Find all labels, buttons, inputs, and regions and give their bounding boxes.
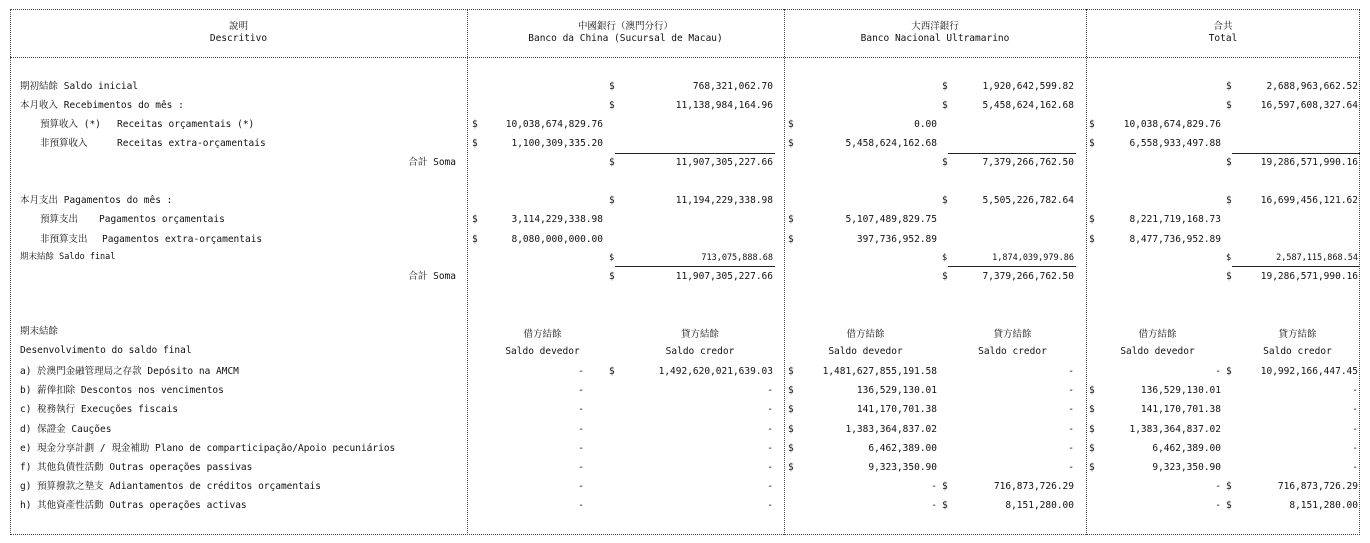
development-value-cell: - <box>1215 481 1221 492</box>
header-bnu-pt: Banco Nacional Ultramarino <box>860 33 1010 44</box>
development-value-cell: 716,873,726.29 <box>993 481 1074 492</box>
debit-header-pt: Saldo devedor <box>1120 346 1195 357</box>
value-cell: 1,920,642,599.82 <box>982 81 1074 92</box>
development-value-cell: - <box>767 462 773 473</box>
currency-sign: $ <box>788 366 794 377</box>
row-label: 本月支出 Pagamentos do mês : <box>20 195 173 206</box>
development-value-cell: - <box>1352 385 1358 396</box>
sum-rule <box>1232 153 1360 154</box>
value-cell: 6,558,933,497.88 <box>1129 138 1221 149</box>
development-value-cell: 9,323,350.90 <box>868 462 937 473</box>
credit-header-zh: 貸方結餘 <box>1278 329 1317 340</box>
currency-sign: $ <box>1089 385 1095 396</box>
development-value-cell: 1,383,364,837.02 <box>845 424 937 435</box>
currency-sign: $ <box>609 157 615 168</box>
development-value-cell: - <box>1068 443 1074 454</box>
currency-sign: $ <box>609 195 615 206</box>
value-cell: 8,477,736,952.89 <box>1129 234 1221 245</box>
development-value-cell: - <box>1068 404 1074 415</box>
development-value-cell: 1,481,627,855,191.58 <box>822 366 937 377</box>
column-divider <box>784 9 785 535</box>
development-value-cell: 6,462,389.00 <box>868 443 937 454</box>
currency-sign: $ <box>472 119 478 130</box>
soma-label: 合計 Soma <box>408 271 456 282</box>
development-value-cell: 136,529,130.01 <box>856 385 937 396</box>
development-item-label: g) 預算撥款之墊支 Adiantamentos de créditos orçamentais <box>20 481 321 492</box>
development-title-pt: Desenvolvimento do saldo final <box>20 345 192 356</box>
development-value-cell: - <box>1068 366 1074 377</box>
currency-sign: $ <box>609 366 615 377</box>
development-value-cell: 1,492,620,021,639.03 <box>658 366 773 377</box>
development-value-cell: - <box>1352 462 1358 473</box>
currency-sign: $ <box>788 404 794 415</box>
development-value-cell: 141,170,701.38 <box>1140 404 1221 415</box>
currency-sign: $ <box>609 253 615 263</box>
development-item-label: b) 薪俸扣除 Descontos nos vencimentos <box>20 385 224 396</box>
value-cell: 2,688,963,662.52 <box>1266 81 1358 92</box>
development-value-cell: - <box>931 481 937 492</box>
value-cell: 16,699,456,121.62 <box>1260 195 1358 206</box>
currency-sign: $ <box>1226 253 1232 263</box>
currency-sign: $ <box>1226 366 1232 377</box>
development-value-cell: - <box>578 500 584 511</box>
development-value-cell: - <box>767 443 773 454</box>
currency-sign: $ <box>1226 81 1232 92</box>
row-label: 期初結餘 Saldo inicial <box>20 81 139 92</box>
development-value-cell: - <box>767 385 773 396</box>
row-label: 期末結餘 Saldo final <box>20 252 116 262</box>
currency-sign: $ <box>788 234 794 245</box>
row-label: 本月收入 Recebimentos do mês : <box>20 100 184 111</box>
value-cell: 11,907,305,227.66 <box>675 157 773 168</box>
currency-sign: $ <box>788 462 794 473</box>
header-boc-zh: 中國銀行（澳門分行） <box>577 21 673 32</box>
currency-sign: $ <box>1226 195 1232 206</box>
credit-header-zh: 貸方結餘 <box>993 329 1032 340</box>
value-cell: 7,379,266,762.50 <box>982 271 1074 282</box>
currency-sign: $ <box>472 138 478 149</box>
currency-sign: $ <box>788 214 794 225</box>
development-value-cell: - <box>1352 404 1358 415</box>
value-cell: 2,587,115,868.54 <box>1276 253 1358 263</box>
currency-sign: $ <box>1089 119 1095 130</box>
currency-sign: $ <box>1089 424 1095 435</box>
development-value-cell: - <box>578 404 584 415</box>
debit-header-pt: Saldo devedor <box>828 346 903 357</box>
development-title-zh: 期末結餘 <box>20 326 59 337</box>
header-descritivo-zh: 說明 <box>228 21 248 32</box>
development-value-cell: - <box>767 404 773 415</box>
header-boc-pt: Banco da China (Sucursal de Macau) <box>528 33 723 44</box>
value-cell: 11,194,229,338.98 <box>675 195 773 206</box>
debit-header-zh: 借方結餘 <box>846 329 885 340</box>
value-cell: 3,114,229,338.98 <box>511 214 603 225</box>
row-label-pt: Receitas orçamentais (*) <box>117 119 255 130</box>
sum-rule <box>948 266 1076 267</box>
currency-sign: $ <box>788 424 794 435</box>
currency-sign: $ <box>1089 443 1095 454</box>
value-cell: 5,107,489,829.75 <box>845 214 937 225</box>
value-cell: 8,221,719,168.73 <box>1129 214 1221 225</box>
debit-header-pt: Saldo devedor <box>505 346 580 357</box>
development-value-cell: - <box>767 481 773 492</box>
development-item-label: d) 保證金 Cauções <box>20 424 112 435</box>
development-value-cell: 136,529,130.01 <box>1140 385 1221 396</box>
value-cell: 768,321,062.70 <box>692 81 773 92</box>
header-bnu-zh: 大西洋銀行 <box>911 21 959 32</box>
value-cell: 0.00 <box>914 119 937 130</box>
header-total-zh: 合共 <box>1213 21 1233 32</box>
development-value-cell: - <box>931 500 937 511</box>
development-value-cell: 8,151,280.00 <box>1005 500 1074 511</box>
value-cell: 5,505,226,782.64 <box>982 195 1074 206</box>
development-value-cell: 716,873,726.29 <box>1277 481 1358 492</box>
row-label-zh: 預算收入 (*) <box>40 119 101 130</box>
value-cell: 19,286,571,990.16 <box>1260 157 1358 168</box>
development-value-cell: - <box>578 366 584 377</box>
development-value-cell: - <box>578 385 584 396</box>
development-value-cell: 9,323,350.90 <box>1152 462 1221 473</box>
development-value-cell: - <box>578 443 584 454</box>
currency-sign: $ <box>788 443 794 454</box>
currency-sign: $ <box>942 271 948 282</box>
soma-label: 合計 Soma <box>408 157 456 168</box>
sum-rule <box>1232 266 1360 267</box>
currency-sign: $ <box>942 81 948 92</box>
column-divider <box>467 9 468 535</box>
value-cell: 1,874,039,979.86 <box>992 253 1074 263</box>
development-value-cell: 10,992,166,447.45 <box>1260 366 1358 377</box>
row-label-pt: Receitas extra-orçamentais <box>117 138 266 149</box>
currency-sign: $ <box>1089 234 1095 245</box>
development-value-cell: 8,151,280.00 <box>1289 500 1358 511</box>
currency-sign: $ <box>1226 481 1232 492</box>
sum-rule <box>948 153 1076 154</box>
currency-sign: $ <box>1226 500 1232 511</box>
header-total-pt: Total <box>1208 33 1238 44</box>
value-cell: 5,458,624,162.68 <box>982 100 1074 111</box>
currency-sign: $ <box>942 500 948 511</box>
development-value-cell: - <box>767 500 773 511</box>
currency-sign: $ <box>1226 157 1232 168</box>
value-cell: 11,138,984,164.96 <box>675 100 773 111</box>
currency-sign: $ <box>942 253 948 263</box>
currency-sign: $ <box>472 234 478 245</box>
development-value-cell: - <box>1068 462 1074 473</box>
currency-sign: $ <box>1089 462 1095 473</box>
row-label-zh: 非預算支出 <box>40 234 88 245</box>
currency-sign: $ <box>942 195 948 206</box>
development-value-cell: - <box>1068 424 1074 435</box>
credit-header-pt: Saldo credor <box>1263 346 1332 357</box>
development-value-cell: 141,170,701.38 <box>856 404 937 415</box>
credit-header-zh: 貸方結餘 <box>680 329 719 340</box>
development-value-cell: - <box>1352 424 1358 435</box>
value-cell: 10,038,674,829.76 <box>1123 119 1221 130</box>
development-value-cell: - <box>1215 366 1221 377</box>
currency-sign: $ <box>942 157 948 168</box>
currency-sign: $ <box>472 214 478 225</box>
development-value-cell: - <box>1215 500 1221 511</box>
debit-header-zh: 借方結餘 <box>1138 329 1177 340</box>
development-item-label: a) 於澳門金融管理局之存款 Depósito na AMCM <box>20 366 239 377</box>
currency-sign: $ <box>1089 214 1095 225</box>
column-divider <box>1086 9 1087 535</box>
development-value-cell: - <box>578 424 584 435</box>
credit-header-pt: Saldo credor <box>978 346 1047 357</box>
currency-sign: $ <box>1089 404 1095 415</box>
value-cell: 397,736,952.89 <box>856 234 937 245</box>
development-value-cell: - <box>1352 443 1358 454</box>
currency-sign: $ <box>1226 271 1232 282</box>
currency-sign: $ <box>788 138 794 149</box>
sum-rule <box>615 266 775 267</box>
row-label-zh: 非預算收入 <box>40 138 88 149</box>
currency-sign: $ <box>609 81 615 92</box>
header-divider <box>10 57 1360 58</box>
currency-sign: $ <box>609 100 615 111</box>
header-descritivo-pt: Descritivo <box>209 33 268 44</box>
development-value-cell: 6,462,389.00 <box>1152 443 1221 454</box>
currency-sign: $ <box>788 385 794 396</box>
value-cell: 19,286,571,990.16 <box>1260 271 1358 282</box>
credit-header-pt: Saldo credor <box>665 346 735 357</box>
value-cell: 713,075,888.68 <box>701 253 773 263</box>
value-cell: 7,379,266,762.50 <box>982 157 1074 168</box>
development-value-cell: - <box>578 462 584 473</box>
currency-sign: $ <box>1226 100 1232 111</box>
development-item-label: h) 其他資產性活動 Outras operações activas <box>20 500 247 511</box>
row-label-pt: Pagamentos extra-orçamentais <box>102 234 263 245</box>
value-cell: 1,100,309,335.20 <box>511 138 603 149</box>
development-value-cell: - <box>767 424 773 435</box>
debit-header-zh: 借方結餘 <box>523 329 562 340</box>
value-cell: 8,080,000,000.00 <box>511 234 603 245</box>
currency-sign: $ <box>942 100 948 111</box>
development-value-cell: - <box>578 481 584 492</box>
development-item-label: f) 其他負債性活動 Outras operações passivas <box>20 462 253 473</box>
currency-sign: $ <box>942 481 948 492</box>
development-value-cell: - <box>1068 385 1074 396</box>
value-cell: 16,597,608,327.64 <box>1260 100 1358 111</box>
row-label-pt: Pagamentos orçamentais <box>99 214 225 225</box>
value-cell: 10,038,674,829.76 <box>505 119 603 130</box>
value-cell: 11,907,305,227.66 <box>675 271 773 282</box>
currency-sign: $ <box>609 271 615 282</box>
row-label-zh: 預算支出 <box>40 214 79 225</box>
currency-sign: $ <box>1089 138 1095 149</box>
development-item-label: c) 稅務執行 Execuções fiscais <box>20 404 179 415</box>
value-cell: 5,458,624,162.68 <box>845 138 937 149</box>
development-value-cell: 1,383,364,837.02 <box>1129 424 1221 435</box>
currency-sign: $ <box>788 119 794 130</box>
development-item-label: e) 現金分享計劃 / 現金補助 Plano de comparticipação/Apoio pecuniários <box>20 443 396 454</box>
sum-rule <box>615 153 775 154</box>
